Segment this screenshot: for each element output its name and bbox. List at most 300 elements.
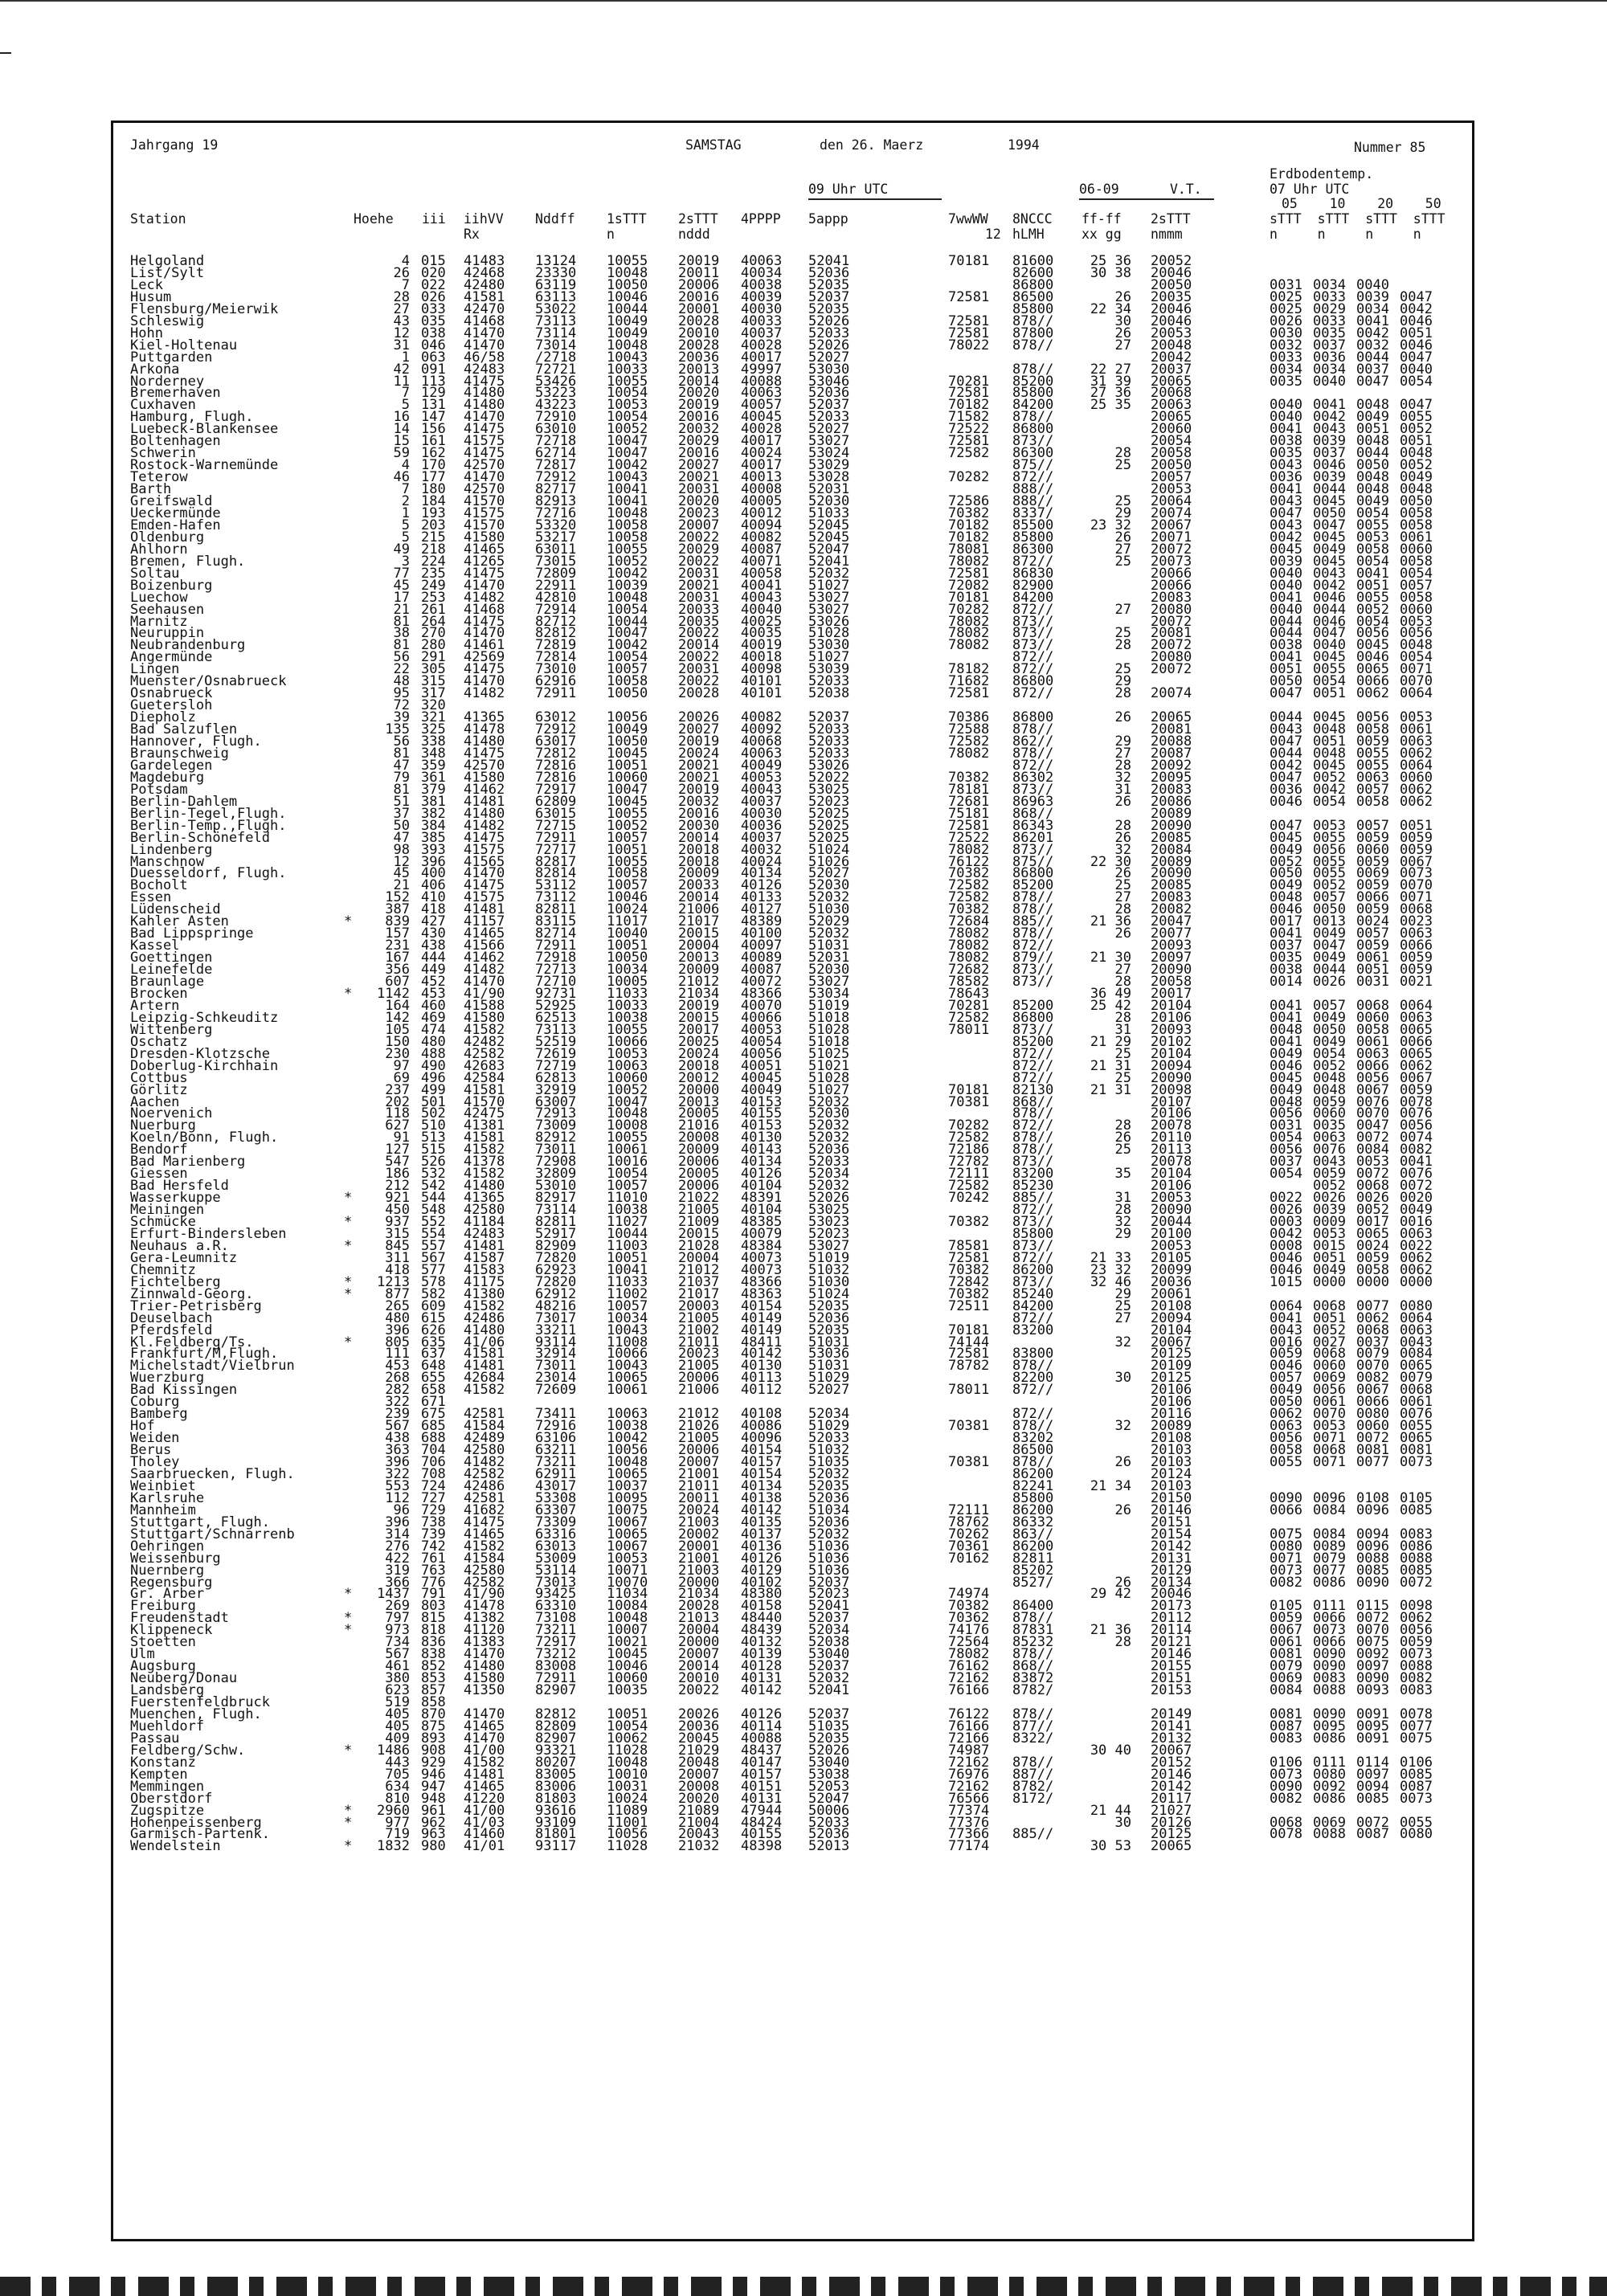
- ttt1: 10038: [607, 1009, 648, 1026]
- station-name: Aachen: [130, 1093, 180, 1110]
- ffff: 25 35: [1090, 397, 1131, 414]
- ttt-vt: 20102: [1151, 1033, 1192, 1050]
- nddff: 62714: [535, 445, 577, 462]
- soil-05: 0041: [1270, 997, 1302, 1014]
- pppp: 40138: [741, 1489, 783, 1506]
- appp: 52032: [808, 889, 850, 906]
- ffff: 23 32: [1090, 517, 1131, 533]
- station-height: 118: [385, 1105, 410, 1122]
- ffff: 32: [1114, 1334, 1131, 1350]
- ttt2-col-heading: 2sTTT: [678, 211, 718, 227]
- ttt1: 10048: [607, 1754, 648, 1771]
- soil-10: 0053: [1313, 1225, 1346, 1242]
- iihvv: 41480: [464, 385, 505, 402]
- station-height: 322: [385, 1465, 410, 1482]
- station-name: Passau: [130, 1730, 180, 1747]
- soil-20: 0057: [1356, 925, 1389, 942]
- pppp: 48380: [741, 1586, 783, 1603]
- appp: 52037: [808, 709, 850, 726]
- nddff: 63015: [535, 805, 577, 822]
- wwww: 70262: [948, 1526, 990, 1542]
- soil-50: 0088: [1400, 1550, 1433, 1567]
- nccc: 873//: [1012, 625, 1054, 642]
- station-height: 230: [385, 1045, 410, 1062]
- station-id: 320: [421, 697, 446, 714]
- station-height: 37: [393, 805, 410, 822]
- station-height: 212: [385, 1178, 410, 1195]
- station-height: 314: [385, 1526, 410, 1542]
- iihvv: 41581: [464, 288, 505, 305]
- soil-50: 0047: [1400, 397, 1433, 414]
- ttt-vt: 20152: [1151, 1754, 1192, 1771]
- ttt1: 10060: [607, 769, 648, 786]
- ttt2: 20023: [678, 1346, 720, 1362]
- station-id: 526: [421, 1154, 446, 1170]
- station-height: 48: [393, 673, 410, 690]
- soil-05: 0041: [1270, 1309, 1302, 1326]
- ttt2: 20007: [678, 1646, 720, 1663]
- nccc: 873//: [1012, 1273, 1054, 1290]
- wwww: 78081: [948, 541, 990, 558]
- station-height: 797: [385, 1610, 410, 1627]
- wwww: 77366: [948, 1826, 990, 1843]
- ttt1: 10056: [607, 1442, 648, 1459]
- wwww: 72162: [948, 1670, 990, 1687]
- ttt2: 20004: [678, 1622, 720, 1639]
- soil-20: 0082: [1356, 1370, 1389, 1387]
- ttt2: 20017: [678, 1021, 720, 1038]
- soil-05: 0081: [1270, 1706, 1302, 1722]
- ttt2: 21005: [678, 1430, 720, 1447]
- iihvv: 41465: [464, 1778, 505, 1795]
- soil-05: 0043: [1270, 517, 1302, 533]
- pppp: 48398: [741, 1838, 783, 1855]
- station-name: Boltenhagen: [130, 433, 221, 450]
- soil-10: 0059: [1313, 1166, 1346, 1183]
- ttt1: 10041: [607, 493, 648, 509]
- ttt2: 20036: [678, 349, 720, 366]
- station-name: Ueckermünde: [130, 505, 221, 521]
- appp: 51018: [808, 1009, 850, 1026]
- ttt-vt: 20107: [1151, 1093, 1192, 1110]
- nddff: 72911: [535, 1670, 577, 1687]
- soil-50: 0062: [1400, 1261, 1433, 1278]
- pppp: 40104: [741, 1202, 783, 1219]
- ttt1: 10048: [607, 1610, 648, 1627]
- soil-20: 0072: [1356, 1610, 1389, 1627]
- station-height: 315: [385, 1225, 410, 1242]
- ttt1: 10065: [607, 1526, 648, 1542]
- ttt1: 10047: [607, 625, 648, 642]
- ffff: 31: [1114, 781, 1131, 798]
- iihvv: 41581: [464, 1346, 505, 1362]
- pppp: 40063: [741, 745, 783, 762]
- soil-05: 0058: [1270, 1442, 1302, 1459]
- obs-time-underline: [808, 198, 942, 200]
- station-id: 658: [421, 1382, 446, 1399]
- soil-10: 0045: [1313, 649, 1346, 666]
- ttt-vt: 20072: [1151, 613, 1192, 630]
- soil-50: 0062: [1400, 1610, 1433, 1627]
- soil-50: 0065: [1400, 1045, 1433, 1062]
- ttt2: 20005: [678, 1105, 720, 1122]
- soil-10: 0013: [1313, 913, 1346, 930]
- ffff: 28: [1114, 974, 1131, 990]
- station-height: 38: [393, 625, 410, 642]
- top-edge-line: [0, 0, 1607, 2]
- appp: 53030: [808, 361, 850, 378]
- mountain-marker: *: [344, 1273, 353, 1290]
- nccc: 878//: [1012, 721, 1054, 738]
- ttt-vt: 20065: [1151, 709, 1192, 726]
- wwww: 72111: [948, 1166, 990, 1183]
- nccc: 885//: [1012, 1190, 1054, 1207]
- ttt-vt: 20089: [1151, 853, 1192, 870]
- station-height: 607: [385, 974, 410, 990]
- ttt2: 21002: [678, 1322, 720, 1338]
- nccc: 85200: [1012, 997, 1054, 1014]
- wwww: 78082: [948, 637, 990, 654]
- ttt-vt: 20092: [1151, 757, 1192, 774]
- ffff: 28: [1114, 1009, 1131, 1026]
- ttt-vt: 20113: [1151, 1142, 1192, 1158]
- soil-10: 0089: [1313, 1538, 1346, 1554]
- ttt-vt: 20134: [1151, 1574, 1192, 1591]
- table-row: [0, 685, 1607, 702]
- ttt1: 11010: [607, 1190, 648, 1207]
- pppp: 40039: [741, 288, 783, 305]
- pppp: 40028: [741, 337, 783, 353]
- nccc: 83202: [1012, 1430, 1054, 1447]
- nccc: 873//: [1012, 962, 1054, 978]
- nddff: 72911: [535, 685, 577, 702]
- station-id: 396: [421, 853, 446, 870]
- ttt2: 20022: [678, 625, 720, 642]
- appp: 53040: [808, 1754, 850, 1771]
- ttt1: 10037: [607, 1477, 648, 1494]
- soil-05: 0056: [1270, 1142, 1302, 1158]
- ffff: 21 31: [1090, 1057, 1131, 1074]
- ffff: 25 36: [1090, 253, 1131, 269]
- station-name: Berlin-Temp.,Flugh.: [130, 817, 287, 834]
- soil-10: 0077: [1313, 1562, 1346, 1579]
- station-id: 908: [421, 1742, 446, 1759]
- iihvv: 42569: [464, 649, 505, 666]
- ttt1: 10034: [607, 1309, 648, 1326]
- ffff: 29: [1114, 505, 1131, 521]
- station-id: 502: [421, 1105, 446, 1122]
- ffff: 26: [1114, 709, 1131, 726]
- iihvv: 41365: [464, 1190, 505, 1207]
- station-name: Arkona: [130, 361, 180, 378]
- station-height: 268: [385, 1370, 410, 1387]
- soil-10: 0090: [1313, 1658, 1346, 1675]
- soil-20: 0091: [1356, 1730, 1389, 1747]
- nddff: 73113: [535, 313, 577, 329]
- soil-50: 0021: [1400, 974, 1433, 990]
- pppp: 40070: [741, 997, 783, 1014]
- soil-50: 0048: [1400, 445, 1433, 462]
- soil-10: 0015: [1313, 1237, 1346, 1254]
- ttt-vt: 20073: [1151, 553, 1192, 570]
- soil-10: 0096: [1313, 1489, 1346, 1506]
- station-name: Michelstadt/Vielbrun: [130, 1358, 295, 1375]
- station-id: 400: [421, 865, 446, 882]
- station-name: Nuernberg: [130, 1562, 205, 1579]
- ttt-vt: 20088: [1151, 733, 1192, 750]
- pppp: 40018: [741, 649, 783, 666]
- iihvv: 41475: [464, 1514, 505, 1530]
- iihvv: 41/06: [464, 1334, 505, 1350]
- nddff: 82817: [535, 853, 577, 870]
- soil-50: 0105: [1400, 1489, 1433, 1506]
- soil-50: 0058: [1400, 589, 1433, 606]
- pppp: 40098: [741, 661, 783, 678]
- station-height: 231: [385, 938, 410, 954]
- ttt-vt: 20129: [1151, 1562, 1192, 1579]
- appp: 52026: [808, 313, 850, 329]
- ttt2: 20001: [678, 300, 720, 317]
- ffff: 26: [1114, 325, 1131, 341]
- nddff: 73015: [535, 553, 577, 570]
- ffff: 29: [1114, 733, 1131, 750]
- soil-20: 0059: [1356, 901, 1389, 918]
- wwww: 78082: [948, 925, 990, 942]
- nccc: 888//: [1012, 481, 1054, 498]
- wwww: 72162: [948, 1778, 990, 1795]
- ttt1: 10049: [607, 721, 648, 738]
- ttt1: 10065: [607, 1370, 648, 1387]
- soil-10: 0086: [1313, 1574, 1346, 1591]
- soil-05: 0041: [1270, 1033, 1302, 1050]
- soil-10: 0092: [1313, 1778, 1346, 1795]
- nccc: 878//: [1012, 1754, 1054, 1771]
- soil-10: 0084: [1313, 1526, 1346, 1542]
- nddff: 83006: [535, 1778, 577, 1795]
- nccc: 82811: [1012, 1550, 1054, 1567]
- ffff: 21 36: [1090, 913, 1131, 930]
- wwww: 70282: [948, 601, 990, 618]
- soil-05: 0050: [1270, 673, 1302, 690]
- station-id: 838: [421, 1646, 446, 1663]
- iihvv: 41575: [464, 889, 505, 906]
- station-height: 363: [385, 1442, 410, 1459]
- iihvv: 41475: [464, 613, 505, 630]
- nccc: 878//: [1012, 1454, 1054, 1470]
- appp: 52033: [808, 721, 850, 738]
- station-height: 28: [393, 288, 410, 305]
- mountain-marker: *: [344, 1586, 353, 1603]
- soil-10: 0047: [1313, 517, 1346, 533]
- ttt-vt: 20104: [1151, 1322, 1192, 1338]
- ttt1: 10035: [607, 1682, 648, 1699]
- ttt-vt: 20074: [1151, 505, 1192, 521]
- soil-10: 0049: [1313, 925, 1346, 942]
- soil-10: 0051: [1313, 1309, 1346, 1326]
- nccc: 872//: [1012, 1406, 1054, 1423]
- iihvv: 41482: [464, 1454, 505, 1470]
- pppp: 40082: [741, 709, 783, 726]
- soil-20: 0062: [1356, 1309, 1389, 1326]
- ttt-vt: 20050: [1151, 276, 1192, 293]
- soil-20: 0096: [1356, 1538, 1389, 1554]
- pppp: 40126: [741, 877, 783, 894]
- soil-10: 0068: [1313, 1442, 1346, 1459]
- soil-50: 0064: [1400, 685, 1433, 702]
- station-id: 857: [421, 1682, 446, 1699]
- pppp: 40130: [741, 1358, 783, 1375]
- soil-05: 0014: [1270, 974, 1302, 990]
- ttt2: 20019: [678, 397, 720, 414]
- station-height: 50: [393, 817, 410, 834]
- ffff: 32: [1114, 1418, 1131, 1435]
- ffff: 28: [1114, 445, 1131, 462]
- soil-50: 0068: [1400, 1382, 1433, 1399]
- nccc: 873//: [1012, 841, 1054, 858]
- nccc: 85202: [1012, 1562, 1054, 1579]
- nddff: 62809: [535, 793, 577, 810]
- wwww: 75181: [948, 805, 990, 822]
- appp: 52035: [808, 276, 850, 293]
- wwww: 70382: [948, 1214, 990, 1230]
- soil-10: 0051: [1313, 733, 1346, 750]
- nddff: 72819: [535, 637, 577, 654]
- station-height: 356: [385, 962, 410, 978]
- soil-05: 0042: [1270, 529, 1302, 545]
- nddff: 82917: [535, 1190, 577, 1207]
- ffff: 28: [1114, 817, 1131, 834]
- station-name: Oehringen: [130, 1538, 205, 1554]
- soil-05: 0040: [1270, 577, 1302, 594]
- pppp: 40128: [741, 1658, 783, 1675]
- soil-05: 0038: [1270, 962, 1302, 978]
- soil-10: 0050: [1313, 1021, 1346, 1038]
- nccc: 86343: [1012, 817, 1054, 834]
- station-height: 453: [385, 1358, 410, 1375]
- appp: 52025: [808, 805, 850, 822]
- ttt2: 20026: [678, 1706, 720, 1722]
- ttt2: 20019: [678, 997, 720, 1014]
- nddff: 83115: [535, 913, 577, 930]
- soil-05: 0056: [1270, 1105, 1302, 1122]
- soil-50: 0067: [1400, 1069, 1433, 1086]
- ww-col-subheading: 12: [985, 227, 1001, 242]
- soil-05: 0045: [1270, 1069, 1302, 1086]
- ttt1: 10016: [607, 1154, 648, 1170]
- station-name: Muehldorf: [130, 1718, 205, 1734]
- iihvv: 41382: [464, 1610, 505, 1627]
- iihvv: 41470: [464, 865, 505, 882]
- station-height: 186: [385, 1166, 410, 1183]
- ttt1: 10051: [607, 841, 648, 858]
- soil-05: 0049: [1270, 1081, 1302, 1098]
- soil-05: 0081: [1270, 1646, 1302, 1663]
- nddff: 82717: [535, 481, 577, 498]
- nccc: 878//: [1012, 1358, 1054, 1375]
- ttt-vt: 20090: [1151, 1069, 1192, 1086]
- ttt1: 10052: [607, 421, 648, 438]
- station-name: Oldenburg: [130, 529, 205, 545]
- pppp: 40126: [741, 1706, 783, 1722]
- ttt1: 10044: [607, 300, 648, 317]
- soil-20: 0072: [1356, 1430, 1389, 1447]
- nccc: 872//: [1012, 1045, 1054, 1062]
- ttt2: 20009: [678, 962, 720, 978]
- ttt-vt: 20153: [1151, 1682, 1192, 1699]
- ttt-vt: 20106: [1151, 1382, 1192, 1399]
- soil-50: 0083: [1400, 1682, 1433, 1699]
- ttt2: 20010: [678, 325, 720, 341]
- ttt-vt: 20155: [1151, 1658, 1192, 1675]
- pppp: 40157: [741, 1766, 783, 1783]
- soil-50: 0046: [1400, 313, 1433, 329]
- ttt1: 10024: [607, 1790, 648, 1807]
- nccc: 872//: [1012, 1382, 1054, 1399]
- station-name: Berlin-Dahlem: [130, 793, 238, 810]
- ffff: 30 38: [1090, 264, 1131, 281]
- pppp: 40104: [741, 1178, 783, 1195]
- ttt1: 10051: [607, 1249, 648, 1266]
- nddff: 72820: [535, 1273, 577, 1290]
- station-name: Neubrandenburg: [130, 637, 246, 654]
- soil-10: 0088: [1313, 1826, 1346, 1843]
- soil-20: 0094: [1356, 1526, 1389, 1542]
- soil-20: 0053: [1356, 1154, 1389, 1170]
- pppp: 40008: [741, 481, 783, 498]
- soil-05: 0036: [1270, 781, 1302, 798]
- soil-20: 0070: [1356, 1105, 1389, 1122]
- pppp: 40130: [741, 1130, 783, 1146]
- station-name: Berlin-Schönefeld: [130, 829, 270, 846]
- station-id: 791: [421, 1586, 446, 1603]
- ttt-vt: 20053: [1151, 481, 1192, 498]
- station-name: Meiningen: [130, 1202, 205, 1219]
- soil-20: 0070: [1356, 1358, 1389, 1375]
- ttt1: 10060: [607, 1670, 648, 1687]
- wwww: 78762: [948, 1514, 990, 1530]
- station-height: 7: [401, 385, 410, 402]
- ttt1: 10066: [607, 1346, 648, 1362]
- ttt-vt: 20146: [1151, 1501, 1192, 1518]
- iihvv: 41/01: [464, 1838, 505, 1855]
- station-name: Neuberg/Donau: [130, 1670, 238, 1687]
- nccc: 888//: [1012, 493, 1054, 509]
- soil-05: 0026: [1270, 1202, 1302, 1219]
- wwww: 72681: [948, 793, 990, 810]
- iihvv: 41482: [464, 962, 505, 978]
- pppp: 40155: [741, 1826, 783, 1843]
- soil-20: 0044: [1356, 349, 1389, 366]
- iihvv: 41584: [464, 1550, 505, 1567]
- soil-20: 0059: [1356, 853, 1389, 870]
- ttt-vt: 20090: [1151, 865, 1192, 882]
- nddff: 82907: [535, 1730, 577, 1747]
- nddff: 72719: [535, 1057, 577, 1074]
- station-name: Zugspitze: [130, 1802, 205, 1819]
- ttt-vt: 20103: [1151, 1477, 1192, 1494]
- ttt-vt: 20104: [1151, 1166, 1192, 1183]
- nccc: 877//: [1012, 1718, 1054, 1734]
- ttt2: 20011: [678, 1489, 720, 1506]
- iihvv: 41481: [464, 901, 505, 918]
- iihvv: 41582: [464, 1021, 505, 1038]
- soil-20: 0088: [1356, 1550, 1389, 1567]
- appp: 53023: [808, 1214, 850, 1230]
- soil-50: 0047: [1400, 288, 1433, 305]
- pppp: 40153: [741, 1093, 783, 1110]
- appp: 52038: [808, 685, 850, 702]
- station-name: Zinnwald-Georg.: [130, 1285, 254, 1302]
